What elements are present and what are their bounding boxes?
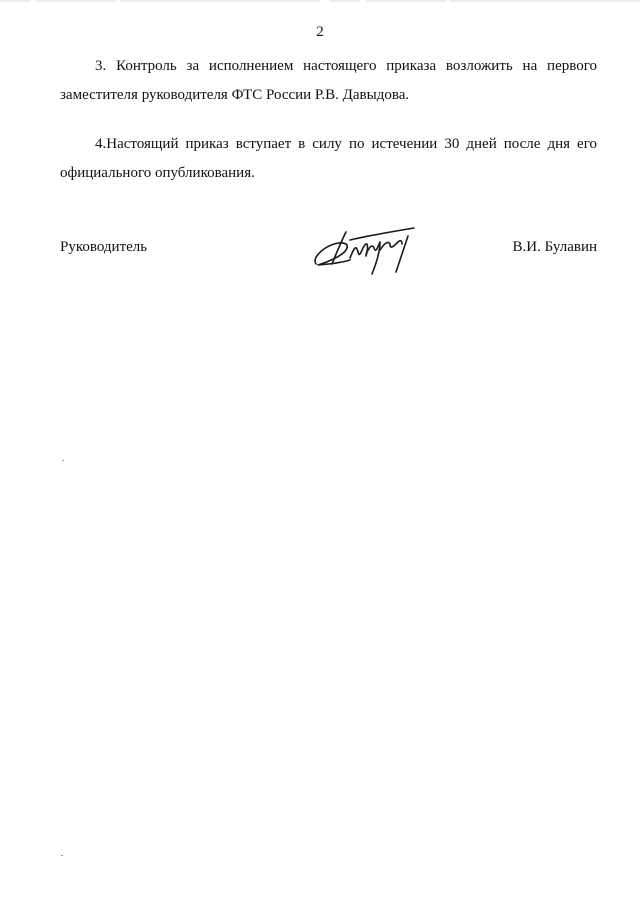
scan-speck <box>62 460 64 461</box>
paragraph-3 <box>60 52 597 110</box>
handwritten-signature <box>310 218 420 278</box>
paragraph-3-line-2: заместителя руководителя ФТС России Р.В. Давыдова. <box>60 87 410 103</box>
scan-speck <box>61 855 63 856</box>
paragraph-4-line-2: официального опубликования. <box>60 165 255 181</box>
page-number: 2 <box>316 24 324 40</box>
signatory-name: В.И. Булавин <box>512 239 597 255</box>
paragraph-4-line-1: 4.Настоящий приказ вступает в силу по истечении 30 дней после дня его <box>95 136 597 152</box>
signatory-title: Руководитель <box>60 239 148 255</box>
paragraph-3-line-1: 3. Контроль за исполнением настоящего приказа возложить на первого <box>95 58 597 74</box>
scan-edge-artifact <box>0 0 640 2</box>
paragraph-4 <box>60 130 597 188</box>
